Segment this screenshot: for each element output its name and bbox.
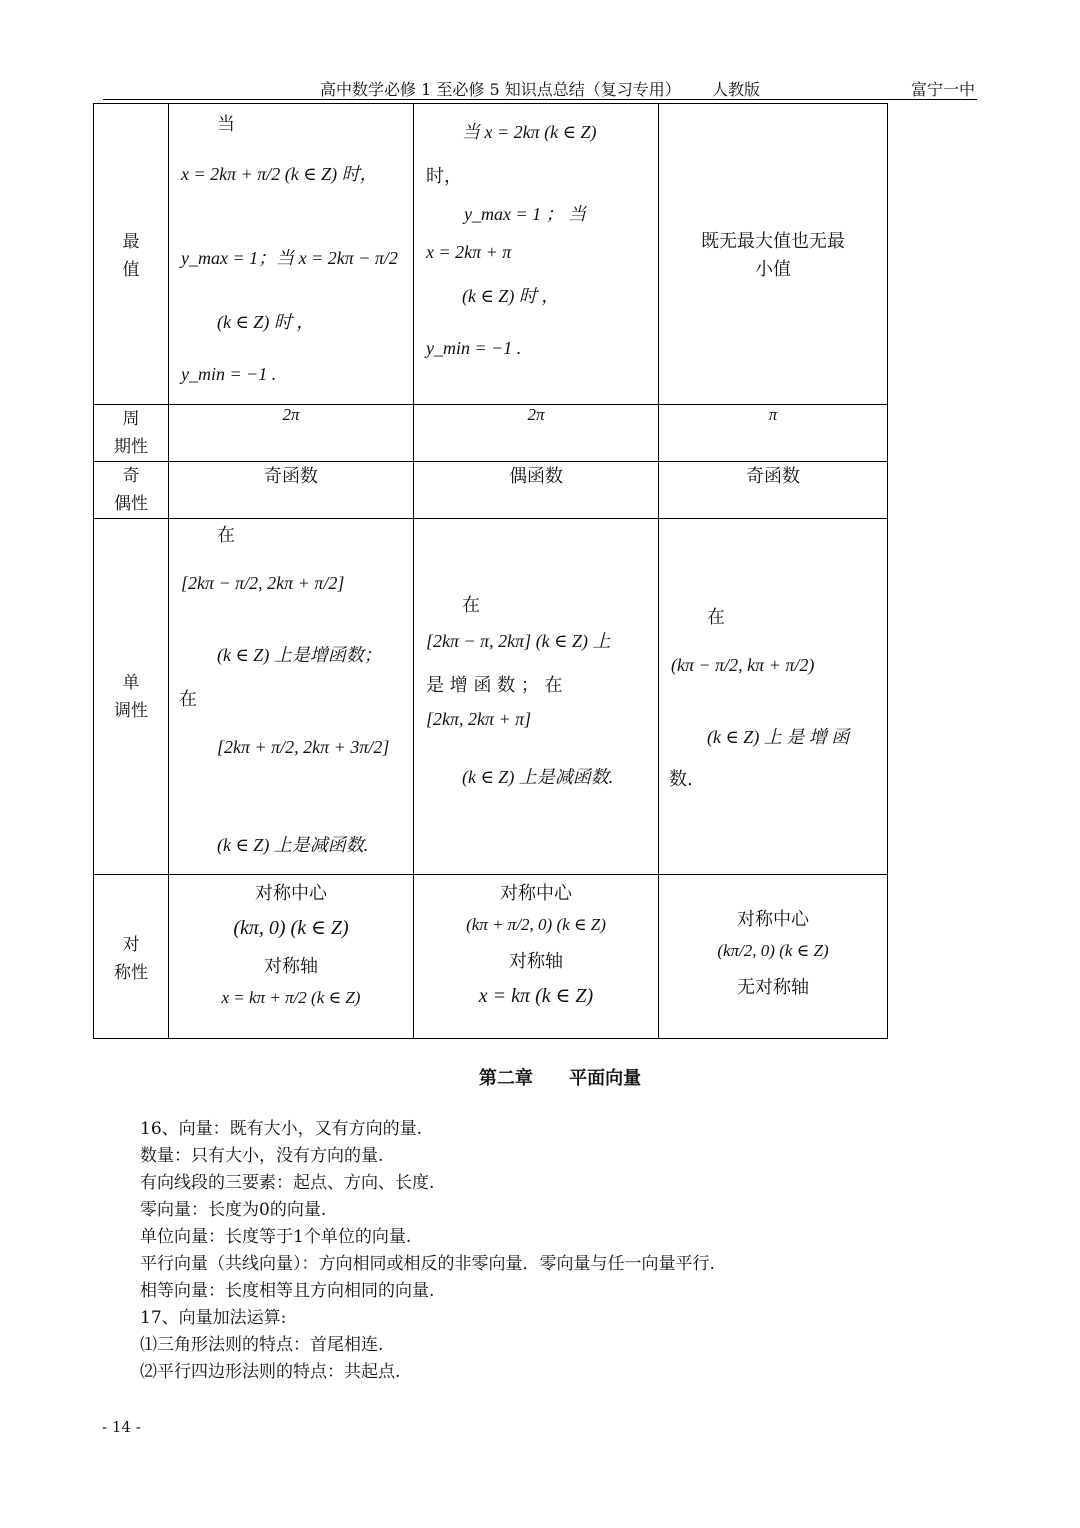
math-line: x = kπ (k ∈ Z): [478, 985, 594, 1007]
label-line: 值: [122, 260, 140, 280]
body-line: 数量：只有大小，没有方向的量.: [140, 1146, 384, 1166]
label-line: 对: [122, 935, 140, 955]
cell-tan-parity: 奇函数: [659, 462, 888, 519]
text-line: 时，: [426, 166, 462, 187]
cell-cos-symmetry: [414, 875, 659, 1039]
label-line: 称性: [114, 963, 148, 983]
math-line: [2kπ, 2kπ + π]: [426, 709, 532, 729]
text-line: 小值: [755, 259, 791, 280]
math-line: y_max = 1；当 x = 2kπ − π/2: [181, 248, 398, 268]
text-line: 是 增 函 数 ； 在: [426, 675, 563, 696]
chapter-title: 第二章 平面向量: [478, 1068, 642, 1089]
text-line: 数.: [669, 769, 693, 790]
math-line: (k ∈ Z) 上 是 增 函: [707, 727, 850, 747]
cell-cos-parity: 偶函数: [414, 462, 659, 519]
table-row-symmetry: [94, 875, 888, 1039]
cell-cos-monotonic: [414, 519, 659, 875]
text-line: 对称轴: [509, 951, 563, 972]
row-label-max-min: [94, 104, 169, 405]
math-line: x = kπ + π/2 (k ∈ Z): [221, 988, 361, 1007]
row-label-period: [94, 405, 169, 462]
header-school: 富宁一中: [911, 80, 976, 99]
text-line: 对称中心: [500, 883, 572, 904]
cell-sin-monotonic: [169, 519, 414, 875]
text-line: 在: [179, 689, 197, 710]
header-edition: 人教版: [712, 80, 761, 99]
math-line: (kπ, 0) (k ∈ Z): [233, 917, 349, 939]
math-line: (kπ/2, 0) (k ∈ Z): [717, 941, 829, 960]
label-line: 调性: [114, 701, 148, 721]
cell-tan-period: π: [659, 405, 888, 462]
row-label-parity: [94, 462, 169, 519]
body-line: 17、向量加法运算:: [140, 1308, 287, 1328]
cell-sin-period: 2π: [169, 405, 414, 462]
table-row-monotonic: [94, 519, 888, 875]
body-line: 平行向量（共线向量）：方向相同或相反的非零向量．零向量与任一向量平行.: [140, 1254, 715, 1274]
header-rule: [103, 99, 977, 100]
label-line: 期性: [114, 437, 148, 457]
math-line: x = 2kπ + π/2 (k ∈ Z) 时，: [181, 164, 378, 184]
math-line: [2kπ − π/2, 2kπ + π/2]: [181, 573, 345, 593]
text-line: 在: [707, 607, 725, 628]
math-line: (k ∈ Z) 上是减函数.: [462, 767, 614, 787]
text-line: 对称中心: [737, 909, 809, 930]
table-row-period: [94, 405, 888, 462]
body-line: 16、向量：既有大小，又有方向的量.: [140, 1119, 423, 1139]
text-line: 在: [462, 595, 480, 616]
math-line: (k ∈ Z) 时 ，: [217, 312, 315, 332]
label-line: 周: [122, 409, 140, 429]
label-line: 奇: [122, 466, 140, 486]
page-number: - 14 -: [102, 1418, 141, 1436]
cell-tan-max-min: [659, 104, 888, 405]
text-line: 既无最大值也无最: [701, 231, 845, 252]
table-row-max-min: [94, 104, 888, 405]
body-line: 相等向量：长度相等且方向相同的向量.: [140, 1281, 435, 1301]
math-line: [2kπ − π, 2kπ] (k ∈ Z) 上: [426, 631, 611, 651]
cell-cos-period: 2π: [414, 405, 659, 462]
text-line: 在: [217, 525, 235, 546]
math-line: 当 x = 2kπ (k ∈ Z): [462, 122, 597, 142]
body-line: 零向量：长度为0的向量.: [140, 1200, 327, 1220]
row-label-symmetry: [94, 875, 169, 1039]
label-line: 偶性: [114, 494, 148, 514]
cell-sin-symmetry: [169, 875, 414, 1039]
cell-cos-max-min: [414, 104, 659, 405]
text-line: 无对称轴: [737, 977, 809, 998]
row-label-monotonic: [94, 519, 169, 875]
math-line: (k ∈ Z) 上是减函数.: [217, 835, 369, 855]
table-row-parity: [94, 462, 888, 519]
text-line: 对称中心: [255, 883, 327, 904]
math-line: y_max = 1 ； 当: [464, 204, 587, 224]
math-line: (kπ + π/2, 0) (k ∈ Z): [466, 915, 606, 934]
label-line: 最: [122, 232, 140, 252]
header-title: 高中数学必修 1 至必修 5 知识点总结（复习专用）: [320, 80, 681, 99]
text-line: 对称轴: [264, 956, 318, 977]
cell-tan-monotonic: [659, 519, 888, 875]
body-line: ⑴三角形法则的特点：首尾相连.: [140, 1335, 384, 1355]
body-line: ⑵平行四边形法则的特点：共起点.: [140, 1362, 401, 1382]
cell-sin-parity: 奇函数: [169, 462, 414, 519]
body-line: 单位向量：长度等于1个单位的向量.: [140, 1227, 412, 1247]
math-line: y_min = −1 .: [181, 364, 277, 384]
math-line: y_min = −1 .: [426, 338, 522, 358]
body-text: [140, 1116, 715, 1386]
body-line: 有向线段的三要素：起点、方向、长度.: [140, 1173, 435, 1193]
text-line: 当: [217, 114, 235, 135]
trig-properties-table: [93, 103, 888, 1039]
math-line: (kπ − π/2, kπ + π/2): [671, 655, 815, 675]
math-line: (k ∈ Z) 时 ，: [462, 286, 560, 306]
label-line: 单: [122, 673, 140, 693]
cell-sin-max-min: [169, 104, 414, 405]
math-line: [2kπ + π/2, 2kπ + 3π/2]: [217, 737, 390, 757]
cell-tan-symmetry: [659, 875, 888, 1039]
math-line: (k ∈ Z) 上是增函数；: [217, 645, 382, 665]
math-line: x = 2kπ + π: [426, 242, 512, 262]
